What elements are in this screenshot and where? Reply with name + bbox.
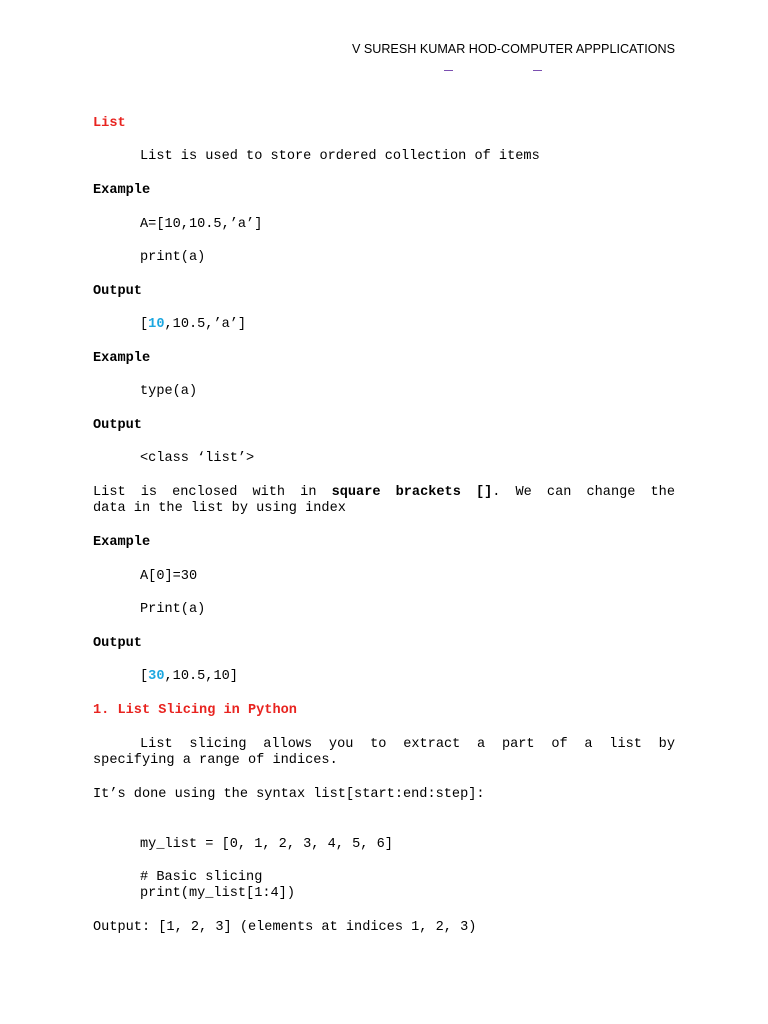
code-line: print(a)	[140, 250, 206, 265]
output-label: Output	[93, 284, 142, 299]
output-value	[140, 669, 238, 686]
page-header: V SURESH KUMAR HOD-COMPUTER APPPLICATIONS	[351, 42, 675, 56]
code-comment: # Basic slicing	[140, 870, 263, 885]
paragraph-line: data in the list by using index	[93, 501, 346, 516]
section-heading-slicing: 1. List Slicing in Python	[93, 703, 297, 718]
header-mark-left	[444, 70, 453, 71]
code-line: my_list = [0, 1, 2, 3, 4, 5, 6]	[140, 837, 393, 852]
paragraph-line	[93, 485, 675, 502]
output-rest: ,10.5,’a’]	[164, 317, 247, 332]
code-line: print(my_list[1:4])	[140, 886, 295, 901]
code-line: A=[10,10.5,’a’]	[140, 217, 263, 232]
highlighted-value: 30	[148, 669, 165, 684]
output-value	[140, 317, 246, 334]
example-label: Example	[93, 183, 151, 198]
output-line: Output: [1, 2, 3] (elements at indices 1, 2, 3)	[93, 920, 477, 935]
output-bracket: [	[140, 669, 149, 684]
code-line: A[0]=30	[140, 569, 198, 584]
paragraph-text: List is enclosed with in	[93, 485, 332, 500]
paragraph-bold-text: square brackets []	[331, 485, 493, 500]
paragraph-line: List slicing allows you to extract a part of a list by	[140, 737, 675, 752]
example-label: Example	[93, 535, 151, 550]
example-label: Example	[93, 351, 151, 366]
highlighted-value: 10	[148, 317, 165, 332]
output-rest: ,10.5,10]	[164, 669, 238, 684]
header-mark-right	[533, 70, 542, 71]
code-line: type(a)	[140, 384, 198, 399]
code-line: Print(a)	[140, 602, 206, 617]
output-value: <class ‘list’>	[140, 451, 255, 466]
output-label: Output	[93, 418, 142, 433]
paragraph-line: It’s done using the syntax list[start:end:step]:	[93, 787, 485, 802]
output-bracket: [	[140, 317, 149, 332]
section-heading-list: List	[93, 116, 126, 131]
output-label: Output	[93, 636, 142, 651]
paragraph-text: . We can change the	[492, 485, 675, 500]
list-description: List is used to store ordered collection of items	[140, 149, 540, 164]
paragraph-line: specifying a range of indices.	[93, 753, 338, 768]
